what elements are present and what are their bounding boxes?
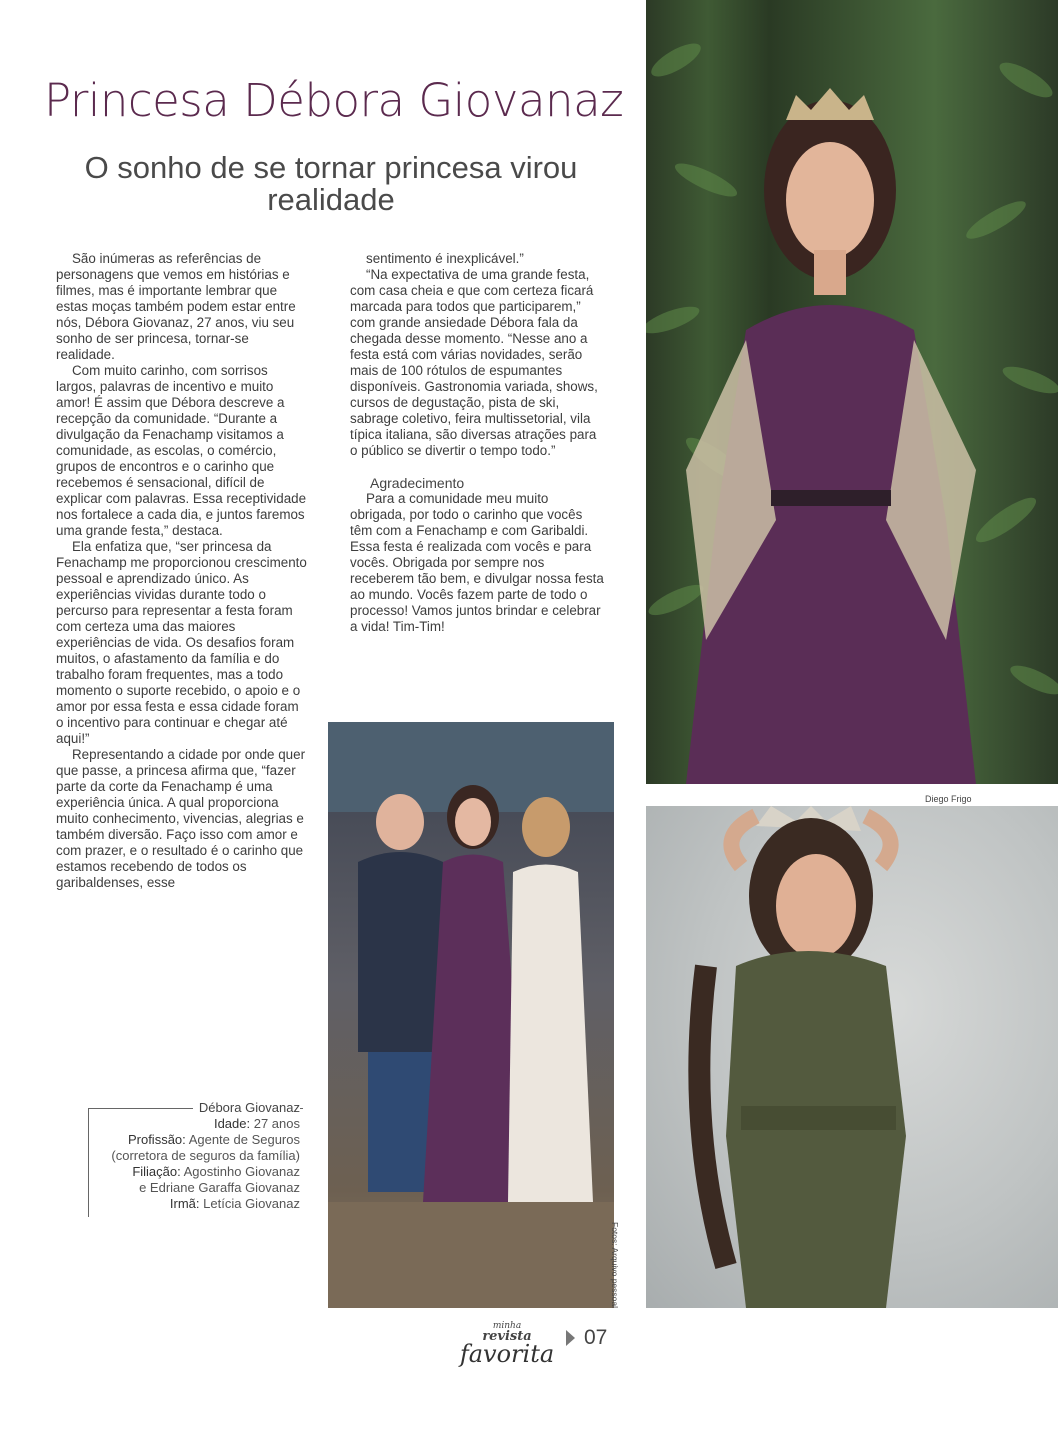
paragraph: “Na expectativa de uma grande festa, com casa cheia e que com certeza ficará marcada para todos que participarem,” com grande ansiedade Débora fala da chegada desse momento. “Nesse ano a festa está com várias novidades, serão mais de 100 rótulos de espumantes disponíveis. Gastronomia variada, shows, cursos de degustação, pista de ski, sabrage coletivo, feira multissetorial, vila típica italiana, são diversas atrações para o público se divertir o tempo todo.” bbox=[350, 267, 598, 458]
magazine-logo: minha revista favorita bbox=[459, 1321, 555, 1368]
paragraph: Representando a cidade por onde quer que passe, a princesa afirma que, “fazer parte da corte da Fenachamp é uma experiência única. A qual proporciona muito conhecimento, vivencias, alegrias e também diversão. Faço isso com amor e com prazer, e o resultado é o carinho que estamos recebendo de todos os garibaldenses, esse bbox=[56, 747, 306, 890]
photo-princess-crown bbox=[646, 806, 1058, 1308]
infobox-parents-2: e Edriane Garaffa Giovanaz bbox=[139, 1180, 300, 1195]
infobox-profession-note: (corretora de seguros da família) bbox=[111, 1148, 300, 1163]
infobox bbox=[92, 1100, 300, 1212]
paragraph: Para a comunidade meu muito obrigada, por todo o carinho que vocês têm com a Fenachamp e com Garibaldi. Essa festa é realizada com vocês e para vocês. Obrigada por sempre nos receberem tão bem, e divulgar nossa festa ao mundo. Vocês fazem parte de todo o processo! Vamos juntos brindar e celebrar a vida! Tim-Tim! bbox=[350, 491, 604, 634]
infobox-age: Idade: 27 anos bbox=[213, 1116, 300, 1131]
arrow-right-icon bbox=[566, 1330, 575, 1346]
paragraph: Ela enfatiza que, “ser princesa da Fenachamp me proporcionou crescimento pessoal e aprendizado único. As experiências vividas durante todo o percurso para representar a festa foram com certeza uma das maiores experiências de vida. Os desafios foram muitos, o afastamento da família e do trabalho foram frequentes, mas a todo momento o suporte recebido, o apoio e o amor por essa festa e essa cidade foram o incentivo para continuar e chegar até aqui!” bbox=[56, 539, 307, 746]
section-heading: Agradecimento bbox=[370, 475, 465, 491]
photo-princess-portrait bbox=[646, 0, 1058, 784]
family-photo-illustration bbox=[328, 722, 614, 1308]
article-column-2 bbox=[350, 251, 606, 635]
infobox-parents: Filiação: Agostinho Giovanaz bbox=[132, 1164, 300, 1179]
photo-family bbox=[328, 722, 614, 1308]
infobox-sister: Irmã: Letícia Giovanaz bbox=[169, 1196, 300, 1211]
paragraph: São inúmeras as referências de personagens que vemos em histórias e filmes, mas é importante lembrar que estas moças também podem estar entre nós, Débora Giovanaz, 27 anos, viu seu sonho de ser princesa, tornar-se realidade. bbox=[56, 251, 296, 362]
article-column-1 bbox=[56, 251, 308, 891]
paragraph: sentimento é inexplicável.” bbox=[366, 251, 524, 266]
photo-credit: Diego Frigo bbox=[925, 794, 972, 804]
article-subtitle: O sonho de se tornar princesa virou realidade bbox=[84, 150, 578, 217]
infobox-profession: Profissão: Agente de Seguros bbox=[127, 1132, 300, 1147]
article-title: Princesa Débora Giovanaz bbox=[44, 74, 624, 127]
page-number: 07 bbox=[584, 1326, 608, 1349]
paragraph: Com muito carinho, com sorrisos largos, palavras de incentivo e muito amor! É assim que Débora descreve a recepção da comunidade. “Durante a divulgação da Fenachamp visitamos a comunidade, as escolas, o comércio, grupos de encontros e o carinho que recebemos é sensacional, difícil de explicar com palavras. Essa receptividade nos fortalece a cada dia, e juntos faremos uma grande festa,” destaca. bbox=[56, 363, 307, 538]
crown-photo-illustration bbox=[646, 806, 1058, 1308]
portrait-illustration bbox=[646, 0, 1058, 784]
photo-credit: Fotos: Arquivo pessoal bbox=[610, 1222, 620, 1308]
infobox-name: Débora Giovanaz bbox=[193, 1100, 300, 1116]
